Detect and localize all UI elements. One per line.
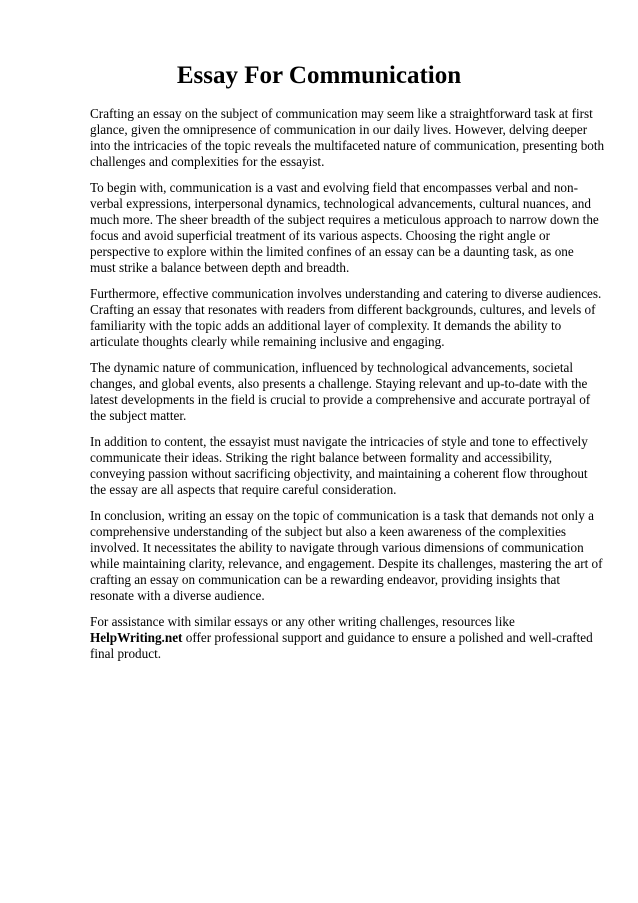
text-line: challenges and complexities for the essayist. [90, 154, 325, 169]
closing-paragraph [90, 614, 600, 662]
text-line: glance, given the omnipresence of communication in our daily lives. However, delving deeper [90, 122, 588, 137]
text-line: verbal expressions, interpersonal dynamics, technological advancements, cultural nuances, and [90, 196, 591, 211]
text-line: For assistance with similar essays or any other writing challenges, resources like [90, 614, 515, 629]
text-line: Crafting an essay on the subject of communication may seem like a straightforward task at first [90, 106, 593, 121]
paragraph-3 [90, 286, 600, 350]
text-line: articulate thoughts clearly while remaining inclusive and engaging. [90, 334, 445, 349]
text-line: into the intricacies of the topic reveals the multifaceted nature of communication, presenting both [90, 138, 605, 153]
text-line: In conclusion, writing an essay on the topic of communication is a task that demands not only a [90, 508, 594, 523]
essay-body [90, 106, 605, 672]
text-line: familiarity with the topic adds an additional layer of complexity. It demands the ability to [90, 318, 562, 333]
text-line: resonate with a diverse audience. [90, 588, 265, 603]
paragraph-4 [90, 360, 600, 424]
text-line: latest developments in the field is crucial to provide a comprehensive and accurate portrayal of [90, 392, 591, 407]
text-line: communicate their ideas. Striking the right balance between formality and accessibility, [90, 450, 553, 465]
text-line-rest: offer professional support and guidance to ensure a polished and well-crafted [182, 630, 593, 645]
text-line: the essay are all aspects that require careful consideration. [90, 482, 397, 497]
text-line: much more. The sheer breadth of the subject requires a meticulous approach to narrow down the [90, 212, 599, 227]
text-line: The dynamic nature of communication, influenced by technological advancements, societal [90, 360, 573, 375]
text-line: final product. [90, 646, 162, 661]
paragraph-2 [90, 180, 600, 276]
text-line: while maintaining clarity, relevance, and engagement. Despite its challenges, mastering the art of [90, 556, 603, 571]
text-line: crafting an essay on communication can be a rewarding endeavor, providing insights that [90, 572, 561, 587]
text-line: Furthermore, effective communication involves understanding and catering to diverse audiences. [90, 286, 602, 301]
paragraph-5 [90, 434, 600, 498]
text-line: changes, and global events, also presents a challenge. Staying relevant and up-to-date with the [90, 376, 588, 391]
text-line: perspective to explore within the limited confines of an essay can be a daunting task, as one [90, 244, 574, 259]
text-line: focus and avoid superficial treatment of its various aspects. Choosing the right angle or [90, 228, 550, 243]
text-line: comprehensive understanding of the subject but also a keen awareness of the complexities [90, 524, 567, 539]
paragraph-1 [90, 106, 605, 170]
text-line: involved. It necessitates the ability to navigate through various dimensions of communication [90, 540, 584, 555]
helpwriting-link[interactable]: HelpWriting.net [90, 630, 183, 645]
text-line: To begin with, communication is a vast and evolving field that encompasses verbal and non- [90, 180, 578, 195]
page-title: Essay For Communication [176, 62, 462, 89]
text-line: must strike a balance between depth and breadth. [90, 260, 350, 275]
text-line: the subject matter. [90, 408, 187, 423]
paragraph-6 [90, 508, 603, 604]
text-line: Crafting an essay that resonates with readers from different backgrounds, cultures, and levels of [90, 302, 596, 317]
text-line: In addition to content, the essayist must navigate the intricacies of style and tone to effectively [90, 434, 588, 449]
text-line: conveying passion without sacrificing objectivity, and maintaining a coherent flow throughout [90, 466, 588, 481]
text-line [90, 630, 600, 646]
